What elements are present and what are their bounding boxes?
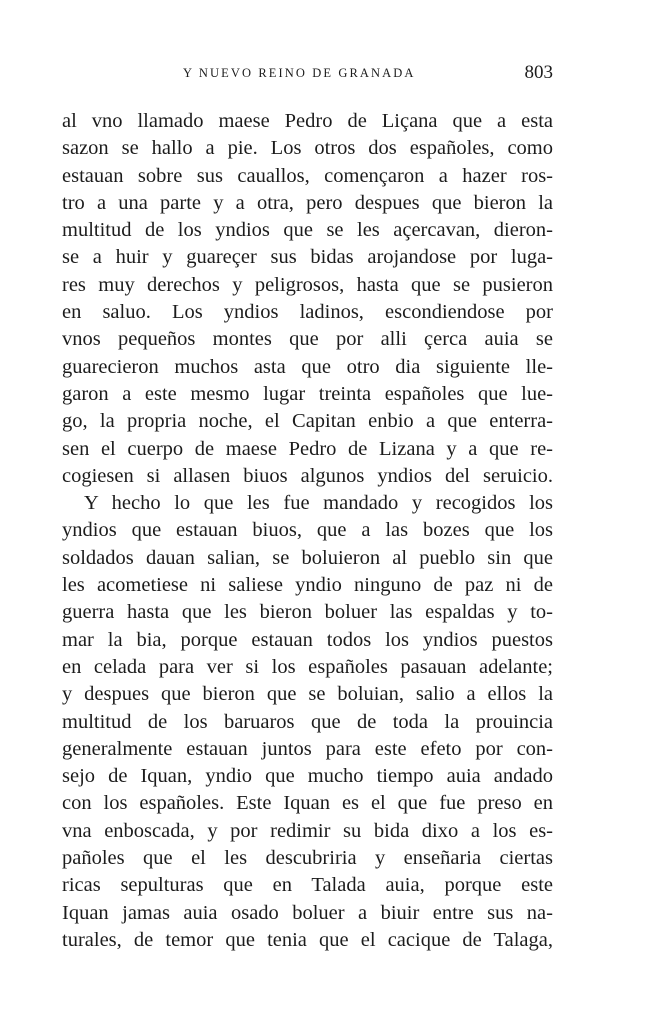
text-line: sazon se hallo a pie. Los otros dos españoles, como: [62, 137, 553, 160]
page-number: 803: [524, 62, 553, 83]
text-line: yndios que estauan biuos, que a las bozes que los: [62, 519, 553, 542]
text-line: soldados dauan salian, se boluieron al pueblo sin que: [62, 546, 553, 569]
text-line: estauan sobre sus cauallos, començaron a hazer ros-: [62, 164, 553, 187]
text-line: multitud de los yndios que se les açercavan, dieron-: [62, 219, 553, 242]
running-title: Y NUEVO REINO DE GRANADA: [183, 66, 416, 80]
text-line: res muy derechos y peligrosos, hasta que se pusieron: [62, 273, 553, 296]
text-line: les acometiese ni saliese yndio ninguno de paz ni de: [62, 574, 553, 597]
text-line: al vno llamado maese Pedro de Liçana que a esta: [62, 110, 553, 132]
text-line: cogiesen si allasen biuos algunos yndios del seruicio.: [62, 464, 553, 487]
text-line: tro a una parte y a otra, pero despues que bieron la: [62, 191, 553, 214]
text-line: pañoles que el les descubriria y enseñaria ciertas: [62, 847, 553, 870]
body-text: [62, 108, 553, 954]
text-line: turales, de temor que tenia que el cacique de Talaga,: [62, 928, 553, 951]
text-line: en celada para ver si los españoles pasauan adelante;: [62, 655, 553, 678]
text-line: Iquan jamas auia osado boluer a biuir entre sus na-: [62, 901, 553, 924]
text-line: garon a este mesmo lugar treinta españoles que lue-: [62, 382, 553, 405]
text-line: guarecieron muchos asta que otro dia siguiente lle-: [62, 355, 553, 378]
text-line: ricas sepulturas que en Talada auia, porque este: [62, 874, 553, 897]
text-line: guerra hasta que les bieron boluer las espaldas y to-: [62, 601, 553, 624]
text-line: multitud de los baruaros que de toda la prouincia: [62, 710, 553, 733]
text-line: se a huir y guareçer sus bidas arojandose por luga-: [62, 246, 553, 269]
text-line: mar la bia, porque estauan todos los yndios puestos: [62, 628, 553, 651]
text-line: vnos pequeños montes que por alli çerca auia se: [62, 328, 553, 351]
text-line: sejo de Iquan, yndio que mucho tiempo auia andado: [62, 765, 553, 788]
text-line: y despues que bieron que se boluian, salio a ellos la: [62, 683, 553, 706]
text-line: go, la propria noche, el Capitan enbio a que enterra-: [62, 410, 553, 433]
paragraph-first-line: Y hecho lo que les fue mandado y recogidos los: [84, 492, 553, 515]
text-line: con los españoles. Este Iquan es el que fue preso en: [62, 792, 553, 815]
text-line: en saluo. Los yndios ladinos, escondiendose por: [62, 301, 553, 324]
text-line: vna enboscada, y por redimir su bida dixo a los es-: [62, 819, 553, 842]
text-line: sen el cuerpo de maese Pedro de Lizana y a que re-: [62, 437, 553, 460]
running-head: [62, 64, 553, 88]
text-line: generalmente estauan juntos para este efeto por con-: [62, 737, 553, 760]
